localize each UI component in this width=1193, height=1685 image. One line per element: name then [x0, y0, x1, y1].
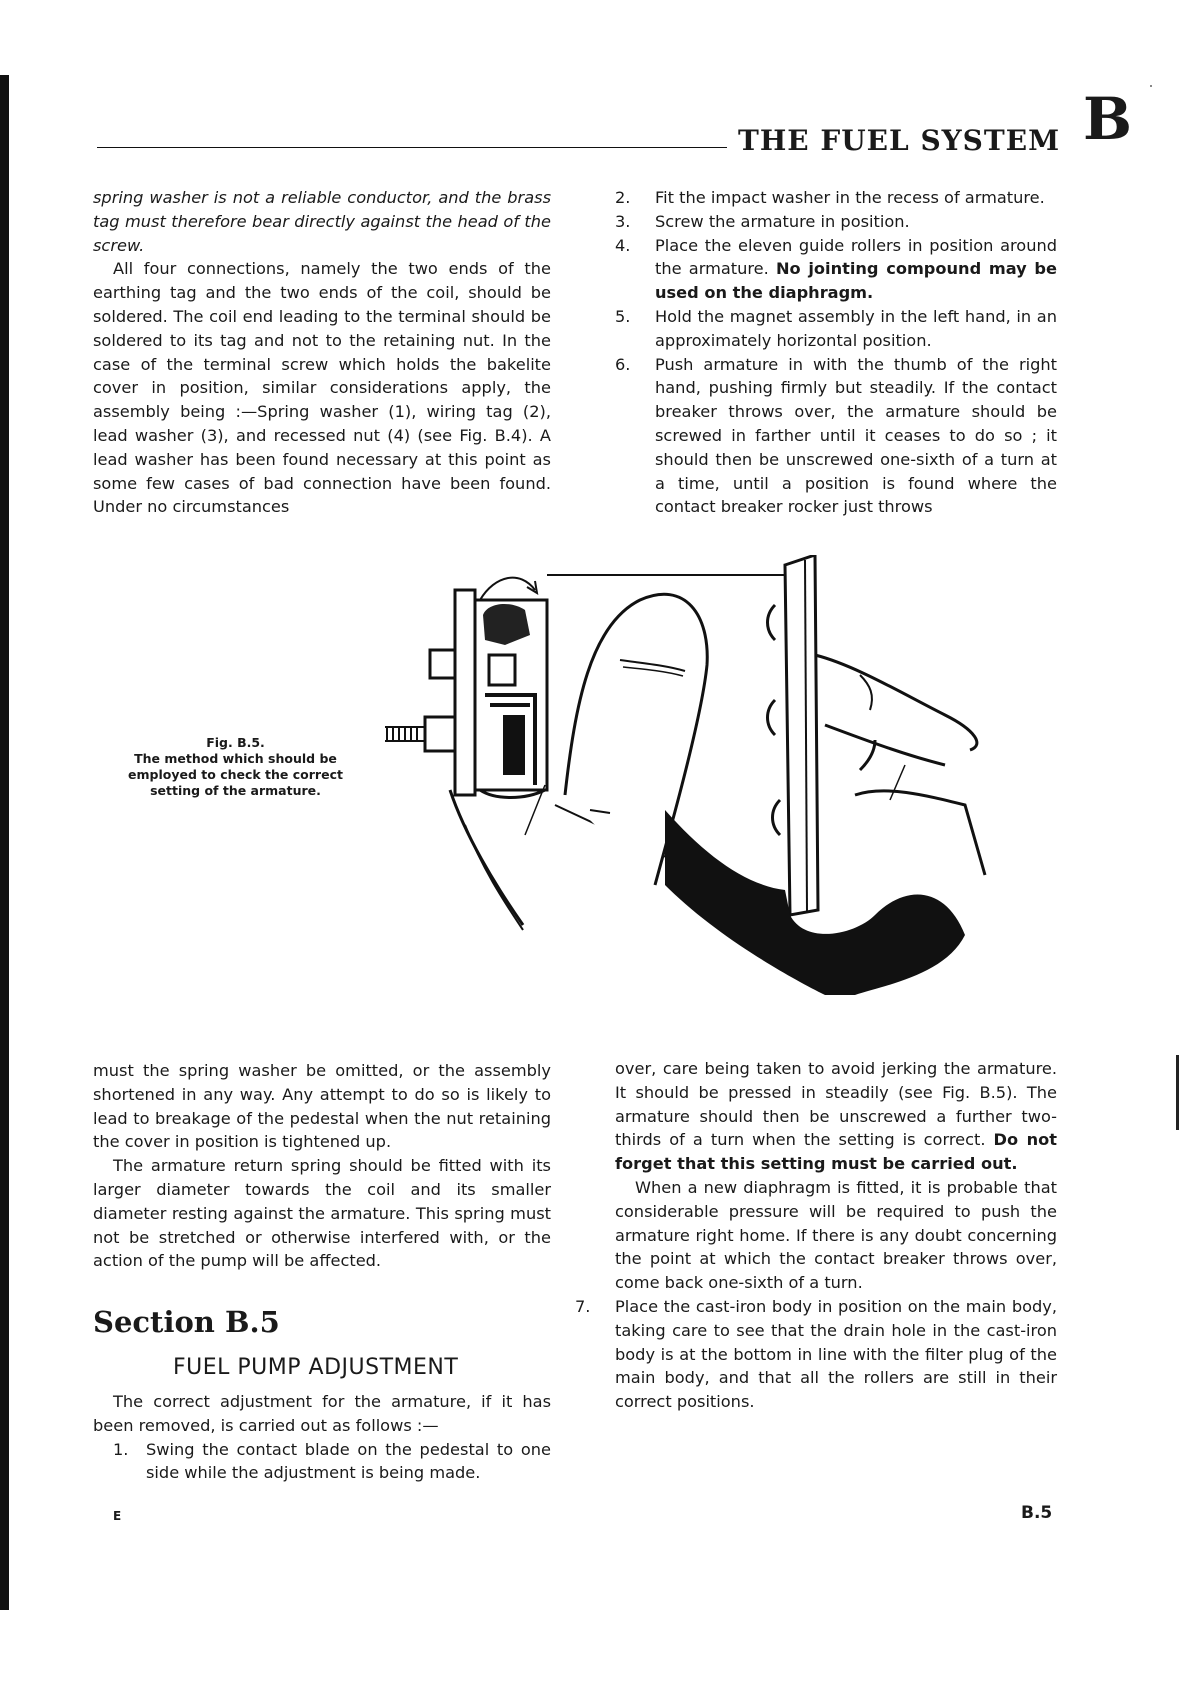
list-item	[615, 210, 1057, 234]
list-number: 4.	[615, 235, 631, 255]
list-number: 2.	[615, 188, 631, 207]
binding-edge	[0, 75, 9, 1610]
pointer-line	[890, 765, 905, 800]
paragraph: over, care being taken to avoid jerking the armature. It should be pressed in steadily (see Fig. B.5). The armature should then be unscrewed a further two-thirds of a turn when the setting is correct.	[615, 1059, 1057, 1150]
section-letter: B	[1083, 85, 1133, 153]
terminal-nut	[425, 717, 455, 751]
list-text: Fit the impact washer in the recess of armature.	[655, 188, 1045, 207]
paragraph: The correct adjustment for the armature, if it has been removed, is carried out as follows :—	[93, 1392, 551, 1435]
paragraph-bold: Do not forget that this setting must be carried out.	[615, 1130, 1057, 1174]
pedestal-screw	[430, 650, 455, 678]
left-column-top	[93, 186, 551, 519]
fingernail	[860, 675, 872, 710]
finger-tip	[860, 740, 875, 770]
contact-blade	[503, 715, 525, 775]
list-text-bold: No jointing compound may be used on the diaphragm.	[655, 259, 1057, 303]
list-number: 1.	[113, 1439, 129, 1459]
header-rule	[97, 147, 727, 148]
paragraph: When a new diaphragm is fitted, it is probable that considerable pressure will be required to push the armature right home. If there is any doubt concerning the point at which the contact breaker throws over, come back one-sixth of a turn.	[615, 1177, 1057, 1293]
list-text: Place the cast-iron body in position on the main body, taking care to see that the drain hole in the cast-iron body is at the bottom in line with the filter plug of the main body, and that all the rollers are still in their correct positions.	[615, 1296, 1057, 1412]
list-item	[615, 353, 1057, 520]
list-text: Screw the armature in position.	[655, 211, 910, 231]
list-item	[615, 234, 1057, 305]
flange-slot	[768, 605, 776, 640]
list-text: Push armature in with the thumb of the right hand, pushing firmly but steadily. If the contact breaker throws over, the armature should be screwed in farther until it ceases to do so ; it should then be unscrewed one-sixth of a turn at a time, until a position is found where the contact breaker rocker just throws	[655, 354, 1057, 517]
edge-mark	[1176, 1055, 1179, 1130]
fingers	[815, 655, 985, 875]
wrist	[450, 790, 523, 925]
edge-dot	[1150, 85, 1152, 87]
end-plate	[455, 590, 475, 795]
left-column-bottom	[93, 1059, 551, 1273]
list-text: Swing the contact blade on the pedestal to one side while the adjustment is being made.	[146, 1439, 551, 1483]
right-column-bottom	[575, 1057, 1057, 1414]
list-item	[93, 1438, 551, 1486]
list-text-wrap	[655, 234, 1057, 305]
page-number: B.5	[1021, 1503, 1053, 1523]
page-header-title: THE FUEL SYSTEM	[738, 124, 1061, 157]
list-number: 6.	[615, 354, 631, 374]
footer-signature: E	[113, 1509, 122, 1523]
armature-setting-illustration	[385, 555, 1050, 995]
figure-caption-text: The method which should be employed to check the correct setting of the armature.	[128, 751, 343, 798]
section-subheading: FUEL PUMP ADJUSTMENT	[173, 1355, 459, 1380]
list-item	[615, 186, 1057, 210]
flange-slot	[768, 700, 776, 735]
section-heading: Section B.5	[93, 1305, 280, 1339]
paragraph-wrap	[615, 1057, 1057, 1176]
list-number: 5.	[615, 306, 631, 326]
list-number: 7.	[575, 1296, 591, 1316]
flange-slot	[773, 800, 781, 835]
paragraph: must the spring washer be omitted, or the assembly shortened in any way. Any attempt to do so is likely to lead to breakage of the pedestal when the nut retaining the cover in position is tightened up.	[93, 1061, 551, 1152]
paragraph: All four connections, namely the two ends of the earthing tag and the two ends of the coil, should be soldered. The coil end leading to the terminal should be soldered to its tag and not to the retaining nut. In the case of the terminal screw which holds the bakelite cover in position, similar considerations apply, the assembly being :—Spring washer (1), wiring tag (2), lead washer (3), and recessed nut (4) (see Fig. B.4). A lead washer has been found necessary at this point as some few cases of bad connection have been found. Under no circumstances	[93, 259, 551, 517]
paragraph: spring washer is not a reliable conductor, and the brass tag must therefore bear directly against the head of the screw.	[93, 188, 551, 255]
paragraph: The armature return spring should be fitted with its larger diameter towards the coil and its smaller diameter resting against the armature. This spring must not be stretched or otherwise interfered with, or the action of the pump will be affected.	[93, 1156, 551, 1271]
rocker-spring	[489, 655, 515, 685]
figure-caption	[118, 735, 353, 799]
list-item	[615, 305, 1057, 353]
list-number: 3.	[615, 211, 631, 231]
list-item	[575, 1295, 1057, 1414]
rotation-arrow	[480, 578, 535, 600]
list-text: Hold the magnet assembly in the left hand, in an approximately horizontal position.	[655, 306, 1057, 350]
section-body	[93, 1390, 551, 1485]
figure-label: Fig. B.5.	[206, 735, 265, 750]
list-text: Place the eleven guide rollers in position around the armature.	[655, 235, 1057, 279]
right-column-top	[615, 186, 1057, 519]
